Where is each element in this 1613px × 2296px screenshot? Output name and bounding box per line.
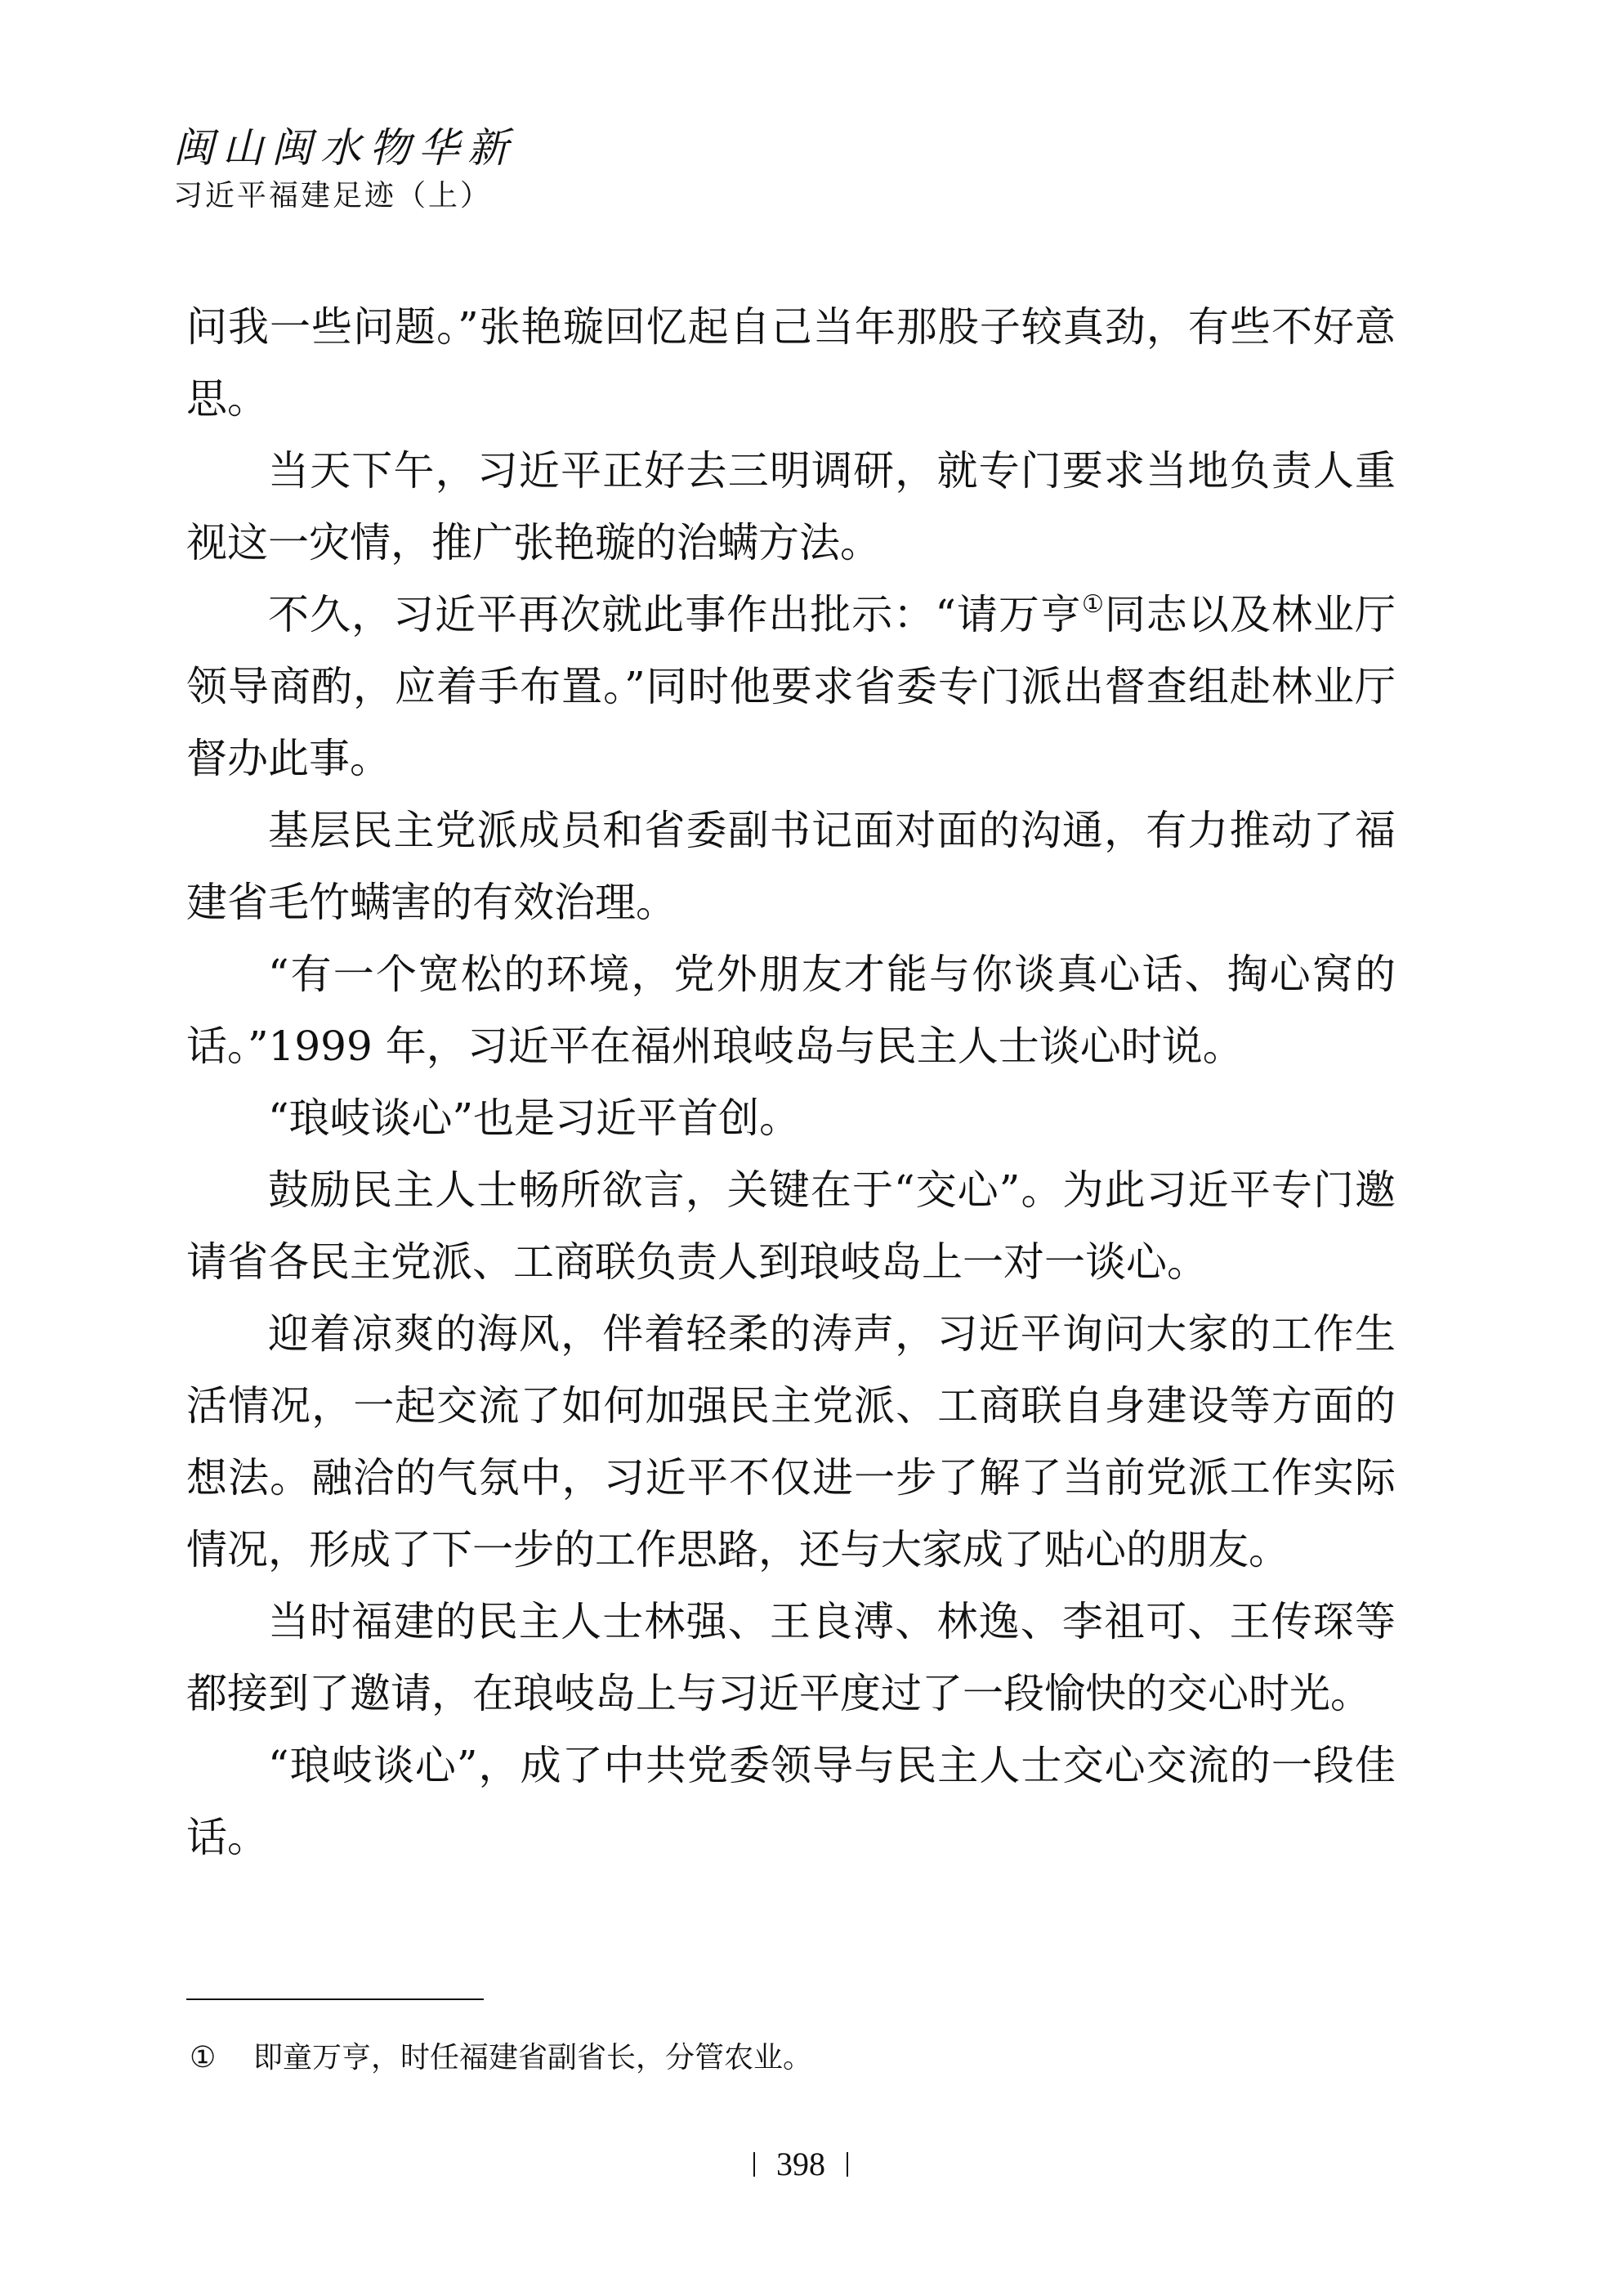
running-head (173, 121, 516, 217)
page-number: 398 (776, 2146, 825, 2182)
paragraph-4: 基层民主党派成员和省委副书记面对面的沟通，有力推动了福建省毛竹螨害的有效治理。 (186, 807, 1396, 926)
book-subtitle: 习近平福建足迹（上） (173, 179, 493, 213)
book-title: 闽山闽水物华新 (173, 124, 516, 172)
page-number-right-rule (847, 2152, 848, 2177)
paragraph-3-text-b: 同志以及林业厅领导商酌，应着手布置。”同时他要求省委专门派出督查组赴林业厅督办此事。 (186, 591, 1396, 782)
footnote-divider (186, 1998, 484, 2000)
body-text (186, 291, 1396, 1873)
paragraph-5: “有一个宽松的环境，党外朋友才能与你谈真心话、掏心窝的话。”1999 年，习近平在福州琅岐岛与民主人士谈心时说。 (186, 951, 1396, 1070)
paragraph-3 (186, 579, 1396, 794)
paragraph-3-text-a: 不久，习近平再次就此事作出批示：“请万亨 (268, 591, 1082, 638)
paragraph-10: “琅岐谈心”，成了中共党委领导与民主人士交心交流的一段佳话。 (186, 1742, 1396, 1861)
paragraph-6: “琅岐谈心”也是习近平首创。 (268, 1094, 801, 1142)
paragraph-8: 迎着凉爽的海风，伴着轻柔的涛声，习近平询问大家的工作生活情况，一起交流了如何加强民主党派、工商联自身建设等方面的想法。融洽的气氛中，习近平不仅进一步了解了当前党派工作实际情况，形成了下一步的工作思路，还与大家成了贴心的朋友。 (186, 1310, 1396, 1573)
footnote-text: 即童万亨，时任福建省副省长，分管农业。 (253, 2041, 813, 2074)
paragraph-1: 问我一些问题。”张艳璇回忆起自己当年那股子较真劲，有些不好意思。 (186, 303, 1396, 423)
footnote-mark: ① (190, 2041, 217, 2074)
paragraph-7: 鼓励民主人士畅所欲言，关键在于“交心”。为此习近平专门邀请省各民主党派、工商联负责人到琅岐岛上一对一谈心。 (186, 1166, 1396, 1286)
footnote (190, 2035, 812, 2081)
paragraph-2: 当天下午，习近平正好去三明调研，就专门要求当地负责人重视这一灾情，推广张艳璇的治螨方法。 (186, 447, 1396, 566)
page-footer (719, 2140, 882, 2189)
paragraph-9: 当时福建的民主人士林强、王良溥、林逸、李祖可、王传琛等都接到了邀请，在琅岐岛上与习近平度过了一段愉快的交心时光。 (186, 1598, 1396, 1717)
footnote-reference: ① (1081, 590, 1105, 619)
page-number-left-rule (753, 2152, 755, 2177)
